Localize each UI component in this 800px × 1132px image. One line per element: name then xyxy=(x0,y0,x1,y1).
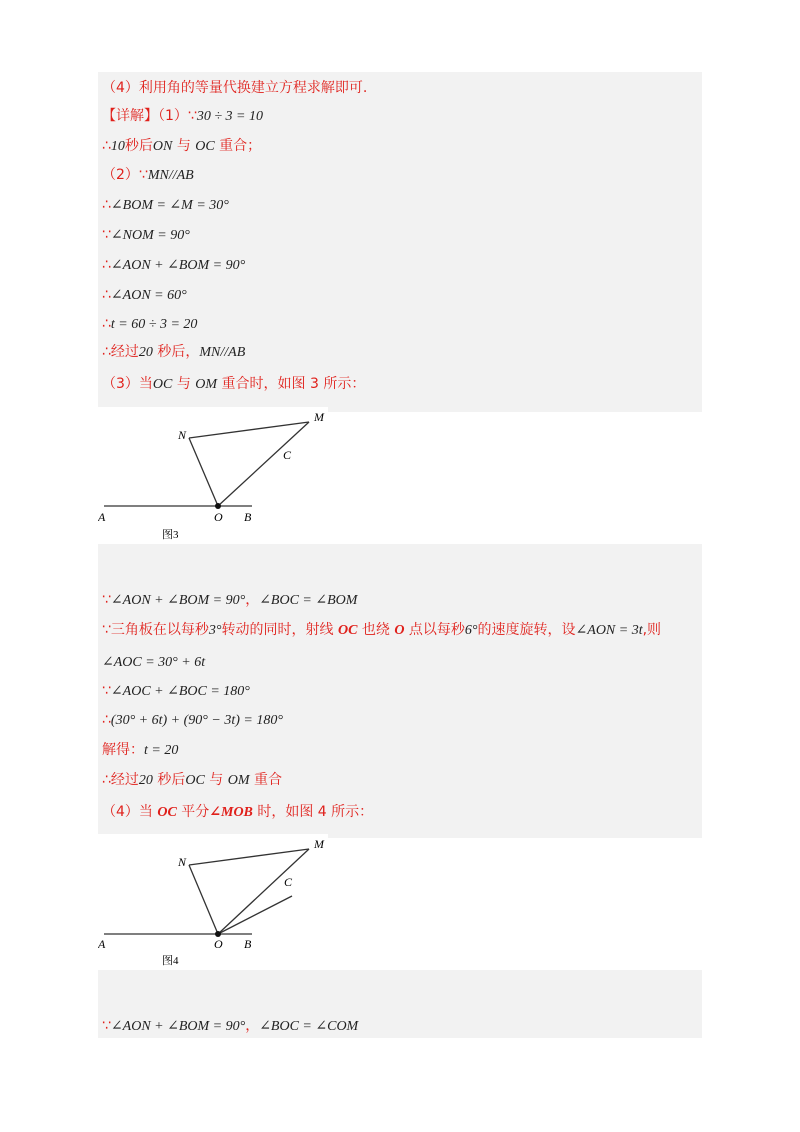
text-run: 秒后 xyxy=(152,772,186,788)
text-run: 与 xyxy=(172,138,196,154)
point-label: B xyxy=(244,937,252,951)
text-run: ∴ xyxy=(102,712,111,728)
math-expression: OC xyxy=(337,623,358,638)
math-expression: 10 xyxy=(110,139,125,154)
text-run: 点以每秒 xyxy=(404,622,465,638)
solution-line xyxy=(102,283,187,307)
math-expression: ON xyxy=(152,139,173,154)
text-run: （4）当 xyxy=(102,804,158,820)
text-run: （4）利用角的等量代换建立方程求解即可. xyxy=(102,80,368,96)
text-run: 与 xyxy=(204,772,228,788)
text-run: （2）∵ xyxy=(102,167,148,183)
math-expression: ∠AON + ∠BOM = 90° xyxy=(110,1019,246,1034)
text-run: ∴ xyxy=(102,287,111,303)
solution-line xyxy=(102,104,263,128)
text-run: ∵ xyxy=(102,592,111,608)
text-run: ∵三角板在以每秒 xyxy=(102,622,209,638)
point-label: C xyxy=(283,448,292,462)
text-run: 重合时，如图 3 所示： xyxy=(217,376,366,392)
math-expression: ∠NOM = 90° xyxy=(110,228,190,243)
figure-caption: 图3 xyxy=(162,529,179,541)
solution-line xyxy=(102,768,282,792)
text-run: ,则 xyxy=(642,622,662,638)
point-label: O xyxy=(214,510,223,524)
solution-line xyxy=(102,679,250,703)
point-label: C xyxy=(284,875,293,889)
solution-line xyxy=(102,738,178,762)
text-run: 重合； xyxy=(214,138,262,154)
math-expression: 3° xyxy=(208,623,222,638)
text-run: 解得： xyxy=(102,742,144,758)
text-run: ∴ xyxy=(102,197,111,213)
solution-line xyxy=(102,372,365,396)
math-expression: 20 xyxy=(138,773,153,788)
solution-line xyxy=(102,588,357,612)
math-expression: ∠MOB xyxy=(209,805,253,820)
math-expression: ∠AOC = 30° + 6t xyxy=(102,655,206,670)
math-expression: O xyxy=(394,623,405,638)
math-expression: ∠AOC + ∠BOC = 180° xyxy=(110,684,250,699)
solution-line xyxy=(102,1014,358,1038)
math-expression: OM xyxy=(227,773,250,788)
text-run: 也绕 xyxy=(357,622,395,638)
point-label: M xyxy=(314,837,324,851)
math-expression: MN//AB xyxy=(199,345,246,360)
solution-line xyxy=(102,800,373,824)
text-run: ， xyxy=(245,1018,260,1034)
solution-line xyxy=(102,253,245,277)
point-label: A xyxy=(98,937,106,951)
solution-line xyxy=(102,193,229,217)
text-run: ∵ xyxy=(102,1018,111,1034)
math-expression: ∠BOC = ∠COM xyxy=(259,1019,359,1034)
text-run: ∴ xyxy=(102,138,111,154)
text-run: 秒后 xyxy=(124,138,153,154)
text-run: 秒后， xyxy=(152,344,200,360)
figure-3 xyxy=(98,407,328,544)
text-run: 转动的同时，射线 xyxy=(221,622,338,638)
solution-line xyxy=(102,163,194,187)
text-run: （3）当 xyxy=(102,376,153,392)
math-expression: ∠AON = 60° xyxy=(110,288,187,303)
text-run: ∴经过 xyxy=(102,772,139,788)
math-expression: ∠AON + ∠BOM = 90° xyxy=(110,258,246,273)
point-label: M xyxy=(314,410,324,424)
text-run: ∴ xyxy=(102,316,111,332)
text-run: ， xyxy=(245,592,260,608)
math-expression: 6° xyxy=(464,623,478,638)
math-expression: ∠AON + ∠BOM = 90° xyxy=(110,593,246,608)
point-label: O xyxy=(214,937,223,951)
math-expression: t = 20 xyxy=(144,743,179,758)
point-label: B xyxy=(244,510,252,524)
point-label: N xyxy=(178,855,187,869)
math-expression: OC xyxy=(152,377,173,392)
figure-caption: 图4 xyxy=(162,955,179,967)
text-run: （1）∵ xyxy=(158,108,197,124)
text-run: 重合 xyxy=(249,772,282,788)
math-expression: OM xyxy=(195,377,218,392)
text-run: ∴经过 xyxy=(102,344,139,360)
solution-line xyxy=(102,650,205,674)
solution-line xyxy=(102,312,197,336)
text-run: 平分 xyxy=(176,804,210,820)
solution-line xyxy=(102,134,261,158)
math-expression: (30° + 6t) + (90° − 3t) = 180° xyxy=(110,713,283,728)
solution-line xyxy=(102,618,661,642)
text-run: 与 xyxy=(172,376,196,392)
math-expression: 20 xyxy=(138,345,153,360)
solution-line xyxy=(102,708,283,732)
solution-line xyxy=(102,223,190,247)
math-expression: t = 60 ÷ 3 = 20 xyxy=(110,317,198,332)
text-run: ∵ xyxy=(102,683,111,699)
text-run: ∴ xyxy=(102,257,111,273)
text-run: ∵ xyxy=(102,227,111,243)
point-label: N xyxy=(178,428,187,442)
math-expression: OC xyxy=(195,139,215,154)
text-run: 时，如图 4 所示： xyxy=(252,804,374,820)
math-expression: MN//AB xyxy=(147,168,194,183)
math-expression: ∠BOM = ∠M = 30° xyxy=(110,198,229,213)
figure-4 xyxy=(98,834,328,970)
point-label: A xyxy=(98,510,106,524)
text-run: 【详解】 xyxy=(102,108,158,124)
math-expression: ∠AON = 3t xyxy=(575,623,643,638)
text-run: 的速度旋转，设 xyxy=(477,622,576,638)
math-expression: 30 ÷ 3 = 10 xyxy=(196,109,263,124)
solution-line xyxy=(102,76,367,100)
math-expression: OC xyxy=(157,805,177,820)
solution-line xyxy=(102,340,245,364)
math-expression: ∠BOC = ∠BOM xyxy=(259,593,358,608)
math-expression: OC xyxy=(185,773,205,788)
